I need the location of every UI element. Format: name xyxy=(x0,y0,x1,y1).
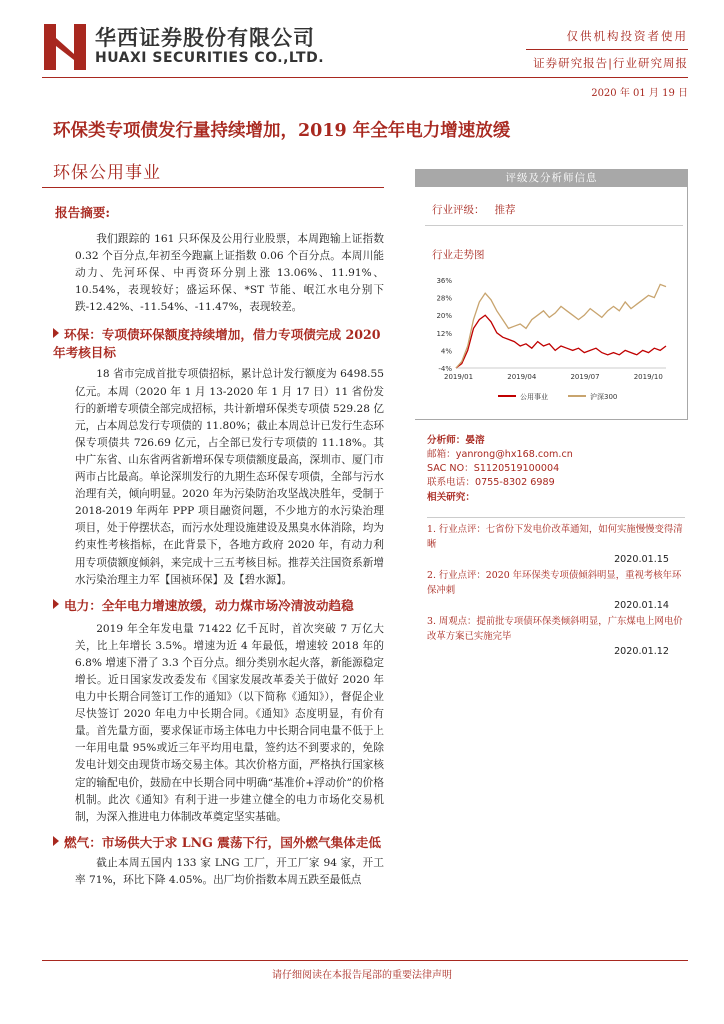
chart-title: 行业走势图 xyxy=(432,249,485,261)
rating-rule xyxy=(425,225,683,226)
y-tick-label: 4% xyxy=(440,347,452,356)
main-column xyxy=(53,204,384,889)
related-item-3[interactable]: 3. 周观点：提前批专项债环保类倾斜明显，广东煤电上网电价改革方案已实施完毕 2020.01.12 xyxy=(427,616,683,657)
sidebar-box-right-border xyxy=(687,187,688,419)
related-date: 2020.01.12 xyxy=(614,646,669,657)
page-title: 环保类专项债发行量持续增加，2019 年全年电力增速放缓 xyxy=(53,121,511,141)
triangle-bullet-icon xyxy=(53,599,59,609)
x-tick-label: 2019/01 xyxy=(444,373,474,381)
series-line-沪深300 xyxy=(456,284,666,368)
report-type: 证券研究报告|行业研究周报 xyxy=(533,56,688,70)
industry-rule xyxy=(42,187,384,188)
footer-disclaimer: 请仔细阅读在本报告尾部的重要法律声明 xyxy=(272,970,452,981)
sac-number: S1120519100004 xyxy=(473,463,560,474)
legend-label: 沪深300 xyxy=(590,393,618,401)
x-tick-label: 2019/10 xyxy=(633,373,663,381)
y-tick-label: 20% xyxy=(436,312,452,321)
legend-label: 公用事业 xyxy=(520,393,548,401)
rating-line: 行业评级： 推荐 xyxy=(432,204,516,216)
x-tick-label: 2019/07 xyxy=(570,373,600,381)
rating-value: 推荐 xyxy=(494,204,516,216)
analyst-email[interactable]: yanrong@hx168.com.cn xyxy=(455,449,573,460)
analyst-block: 分析师：晏溶 邮箱：yanrong@hx168.com.cn SAC NO：S1120519100004 联系电话：0755-8302 6989 相关研究： 1. 行业点评：七省份下发电价改革通知，如何实施慢慢变得清晰 2020.01.15 2. 行业点评：2020 年环保类专项债倾斜明显，重视考核年环保冲刺 2020.01.14 3. 周观点：提前批专项债环保类倾斜明显，广东煤电上网电价改革方案已实施完毕 2020.01.12 xyxy=(427,434,685,657)
company-name-cn: 华西证券股份有限公司 xyxy=(95,26,315,50)
env-paragraph: 18 省市完成首批专项债招标，累计总计发行额度为 6498.55 亿元。本周（2020 年 1 月 13-2020 年 1 月 17 日）11 省份发行的新增专项债全部完成招标，共计新增环保类专项债 529.28 亿元，占本周总发行专项债的 11.80%；截止本周总计已发行生态环保专项债共 726.69 亿元，占全部已发行专项债的 11.18%。其中广东省、山东省两省新增环保专项债额度最高，深圳市、厦门市两市占比最高。单论深圳发行的九期生态环保专项债，全部与污水治理有关，倾向明显。2020 年为污染防治攻坚战决胜年，受制于 2018-2019 年两年 PPP 项目融资问题，不少地方的水污染治理项目，处于停摆状态，而污水处理设施建设及黑臭水体消除，均为约束性考核指标，在此背景下，各地方政府 2020 年，有动力利用专项债额度倾斜，来完成十三五考核目标。推荐关注国资系新增水污染治理主力军【国祯环保】及【碧水源】。 xyxy=(75,368,384,586)
related-research-label: 相关研究： xyxy=(427,492,475,503)
series-line-公用事业 xyxy=(456,315,666,368)
sidebar-box-header xyxy=(415,169,688,187)
intro-paragraph: 我们跟踪的 161 只环保及公用行业股票，本周跑输上证指数 0.32 个百分点,年初至今跑赢上证指数 0.06 个百分点。本周川能动力、先河环保、中再资环分别上涨 13.06%、11.91%、10.54%，表现较好；盛运环保、*ST 节能、岷江水电分别下跌-12.42%、-11.54%、-11.47%，表现较差。 xyxy=(75,233,384,314)
related-item-2[interactable]: 2. 行业点评：2020 年环保类专项债倾斜明显，重视考核年环保冲刺 2020.01.14 xyxy=(427,570,682,611)
industry-label: 环保公用事业 xyxy=(53,163,161,183)
analyst-name: 晏溶 xyxy=(465,435,485,446)
analyst-phone: 0755-8302 6989 xyxy=(474,477,555,488)
related-date: 2020.01.15 xyxy=(614,554,669,565)
y-tick-label: 12% xyxy=(436,329,452,338)
company-logo xyxy=(44,24,86,70)
sidebar-box-title: 评级及分析师信息 xyxy=(505,172,598,184)
industry-trend-chart xyxy=(420,272,682,412)
summary-label: 报告摘要: xyxy=(55,205,111,220)
y-tick-label: 28% xyxy=(436,294,452,303)
power-paragraph: 2019 年全年发电量 71422 亿千瓦时，首次突破 7 万亿大关，比上年增长 3.5%。增速为近 4 年最低，增速较 2018 年的 6.8% 增速下滑了 3.3 个百分点。细分类别水起火落，新能源稳定增长。近日国家发改委发布《国家发展改革委关于做好 2020 年电力中长期合同签订工作的通知》（以下简称《通知》），督促企业尽快签订 2020 年电力中长期合同。《通知》态度明显，有价有量。首先量方面，要求保证市场主体电力中长期合同电量不低于上一年用电量 95%或近三年平均用电量，签约达不到要求的，免除发电计划交由现货市场交易主体。其次价格方面，严格执行国家核定的输配电价，鼓励在中长期合同中明确“基准价+浮动价”的价格机制。此次《通知》有利于进一步建立健全的电力市场化交易机制，为深入推进电力体制改革奠定坚实基础。 xyxy=(75,622,384,823)
audience-note: 仅供机构投资者使用 xyxy=(566,29,688,43)
related-date: 2020.01.14 xyxy=(614,600,669,611)
sidebar-box-bottom-rule xyxy=(415,419,688,420)
gas-paragraph: 截止本周五国内 133 家 LNG 工厂，开工厂家 94 家，开工率 71%，环比下降 4.05%。出厂均价指数本周五跌至最低点 xyxy=(75,856,384,886)
env-section-heading: 环保：专项债环保额度持续增加，借力专项债完成 2020 年考核目标 xyxy=(53,327,381,361)
triangle-bullet-icon xyxy=(53,836,59,846)
huaxi-logo-icon xyxy=(44,24,86,70)
related-rule xyxy=(427,517,685,518)
related-item-1[interactable]: 1. 行业点评：七省份下发电价改革通知，如何实施慢慢变得清晰 2020.01.15 xyxy=(427,524,683,565)
y-tick-label: -4% xyxy=(438,365,452,373)
power-section-heading: 电力：全年电力增速放缓，动力煤市场冷清波动趋稳 xyxy=(53,597,384,615)
report-date: 2020 年 01 月 19 日 xyxy=(591,88,688,99)
company-name-en: HUAXI SECURITIES CO.,LTD. xyxy=(95,50,325,66)
header-rule-full xyxy=(42,77,688,78)
gas-section-heading: 燃气：市场供大于求 LNG 震荡下行，国外燃气集体走低 xyxy=(53,834,384,852)
header-rule xyxy=(526,49,688,50)
footer-rule xyxy=(42,960,688,961)
triangle-bullet-icon xyxy=(53,328,59,338)
x-tick-label: 2019/04 xyxy=(507,373,537,381)
y-tick-label: 36% xyxy=(436,277,452,285)
